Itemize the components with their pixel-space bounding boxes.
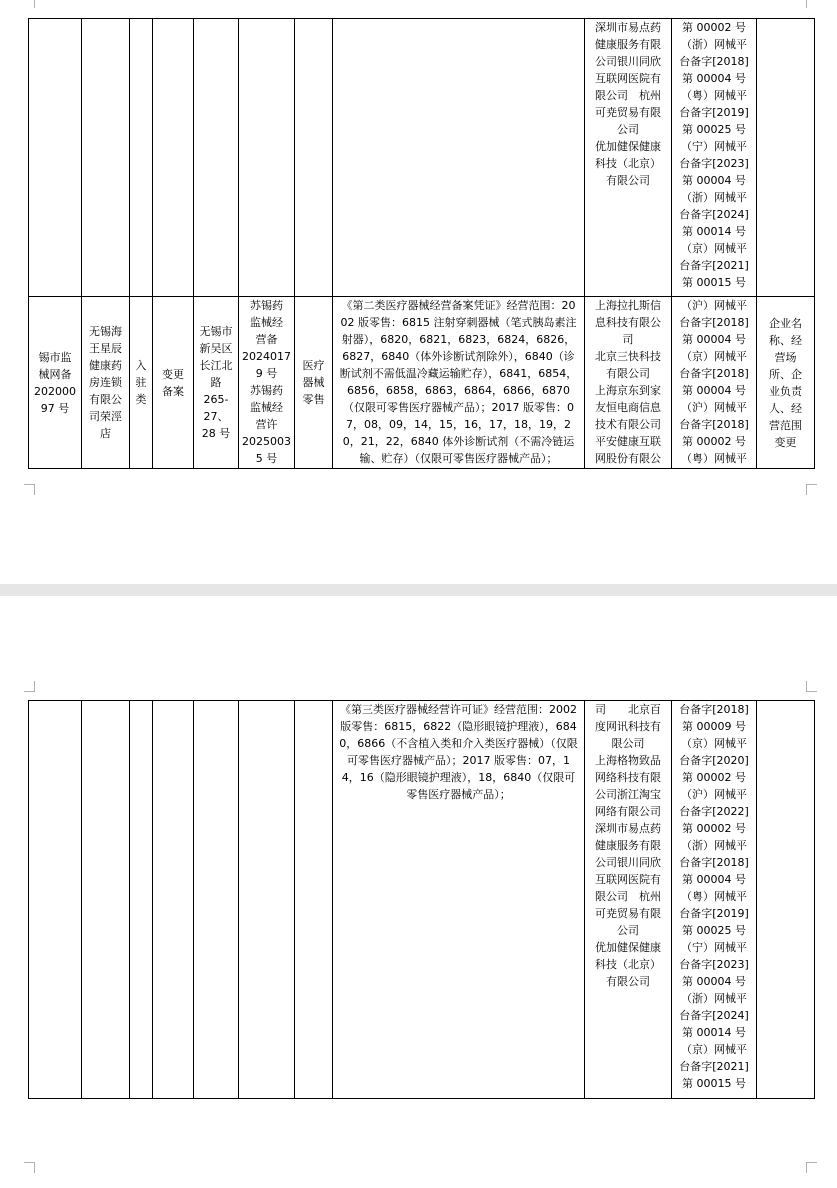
cell-line: 2024017 <box>242 350 291 363</box>
cell-line: 有限公司 <box>606 174 650 187</box>
cell-line: 营场 <box>774 351 797 364</box>
cell-line: 台备字[2023] <box>679 157 749 170</box>
cell-line: 公司 <box>617 924 639 937</box>
platform-record-cell <box>672 19 757 297</box>
license-cell <box>239 19 295 297</box>
cell-line: 台备字[2021] <box>679 259 749 272</box>
cell-line: 可尭贸易有限 <box>595 106 661 119</box>
cell-line: 零售 <box>302 393 325 406</box>
business-cell <box>295 19 333 297</box>
cell-line: 限公司 杭州 <box>595 890 661 903</box>
record-no-cell <box>29 297 82 469</box>
address-cell <box>194 297 239 469</box>
page-corner-mark <box>24 681 35 692</box>
cell-line: 医疗 <box>302 359 325 372</box>
cell-line: 度网讯科技有 <box>595 720 661 733</box>
cell-line: 无锡海 <box>89 325 122 338</box>
cell-line: 台备字[2024] <box>679 208 749 221</box>
business-cell <box>295 297 333 469</box>
cell-line: 限公司 <box>611 737 645 750</box>
cell-line: 苏锡药 <box>250 299 283 312</box>
cell-line: 第 00009 号 <box>682 720 746 733</box>
cell-line: 变更 <box>162 367 184 381</box>
cell-line: 店 <box>100 427 111 440</box>
change-items-cell <box>757 297 815 469</box>
cell-line: 深圳市易点药 <box>595 822 661 835</box>
cell-line: 9 号 <box>255 367 278 380</box>
entry-type-cell <box>130 297 153 469</box>
business-cell <box>295 701 333 1099</box>
cell-line: （浙）网械平 <box>681 839 747 852</box>
license-cell <box>239 701 295 1099</box>
cell-line: 台备字[2020] <box>679 754 749 767</box>
cell-line: 202000 <box>34 384 76 398</box>
cell-line: （沪）网械平 <box>681 299 747 312</box>
cell-line: 2025003 <box>242 435 291 448</box>
cell-line: 器械 <box>302 376 325 389</box>
platform-record-cell <box>672 701 757 1099</box>
cell-line: （浙）网械平 <box>681 992 747 1005</box>
page-corner-mark <box>24 0 35 8</box>
cell-line: （粤）网械平 <box>681 89 747 102</box>
cell-line: 平安健康互联 <box>595 435 661 448</box>
page-corner-mark <box>806 0 817 8</box>
cell-line: 27、 <box>203 410 229 423</box>
change-type-cell <box>153 19 194 297</box>
cell-line: 锡市监 <box>38 350 72 364</box>
cell-line: 第 00025 号 <box>682 123 746 136</box>
cell-line: 第 00004 号 <box>682 975 746 988</box>
page-corner-mark <box>806 484 817 495</box>
cell-line: 网络有限公司 <box>595 805 661 818</box>
cell-line: 营许 <box>255 418 278 431</box>
cell-line: 监械经 <box>250 316 283 329</box>
cell-line: 上海拉扎斯信 <box>595 299 661 312</box>
cell-line: 公司银川同欣 <box>595 55 661 68</box>
cell-line: （京）网械平 <box>681 1043 747 1056</box>
cell-line: 科技（北京） <box>595 958 661 971</box>
platform-operator-cell <box>585 297 672 469</box>
cell-line: 第 00002 号 <box>682 822 746 835</box>
cell-line: 第 00025 号 <box>682 924 746 937</box>
cell-line: 网股份有限公 <box>595 452 661 465</box>
cell-line: 新吴区 <box>199 342 233 355</box>
scope-text: 《第三类医疗器械经营许可证》经营范围：2002 版零售：6815，6822（隐形眼镜护理液），6840，6866（不含植入类和介入类医疗器械）（仅限可零售医疗器械产品）；2017 版零售：07，14，16（隐形眼镜护理液），18，6840（仅限可零售医疗器械产品）； <box>339 703 578 801</box>
cell-line: 营范围 <box>769 419 802 432</box>
company-cell <box>82 701 130 1099</box>
record-no-cell <box>29 19 82 297</box>
platform-operator-cell <box>585 701 672 1099</box>
cell-line: 优加健保健康 <box>595 941 661 954</box>
cell-line: 所、企 <box>769 368 802 381</box>
cell-line: 台备字[2018] <box>679 418 749 431</box>
cell-line: 健康服务有限 <box>595 839 661 852</box>
cell-line: 第 00015 号 <box>682 1077 746 1090</box>
cell-line: 台备字[2021] <box>679 1060 749 1073</box>
cell-line: 业负责 <box>769 385 802 398</box>
cell-line: （沪）网械平 <box>681 401 747 414</box>
cell-line: 台备字[2018] <box>679 856 749 869</box>
scope-cell <box>333 19 585 297</box>
cell-line: 网络科技有限 <box>595 771 661 784</box>
cell-line: 类 <box>135 393 147 406</box>
cell-line: 苏锡药 <box>250 384 283 397</box>
cell-line: 深圳市易点药 <box>595 21 661 34</box>
cell-line: （京）网械平 <box>681 737 747 750</box>
cell-line: 第 00014 号 <box>682 225 746 238</box>
cell-line: 可尭贸易有限 <box>595 907 661 920</box>
cell-line: 公司 <box>617 123 639 136</box>
platform-operator-cell <box>585 19 672 297</box>
record-table-page2 <box>28 700 815 1099</box>
cell-line: 97 号 <box>40 401 70 415</box>
cell-line: （浙）网械平 <box>681 38 747 51</box>
page-corner-mark <box>24 484 35 495</box>
page-gap <box>0 584 837 596</box>
cell-line: 科技（北京） <box>595 157 661 170</box>
record-no-cell <box>29 701 82 1099</box>
page-corner-mark <box>806 681 817 692</box>
page-corner-mark <box>806 1162 817 1173</box>
scope-cell <box>333 297 585 469</box>
cell-line: 无锡市 <box>199 325 233 338</box>
cell-line: 有限公司 <box>606 975 650 988</box>
cell-line: 台备字[2018] <box>679 367 749 380</box>
scope-text: 《第二类医疗器械经营备案凭证》经营范围：2002 版零售：6815 注射穿刺器械（笔式胰岛素注射器），6820，6821，6823，6824，6826，6827，6840（体外诊断试剂除外），6840（诊断试剂不需低温冷藏运输贮存），6841，6854，6856，6858，6863，6864，6866，6870（仅限可零售医疗器械产品）；2017 版零售：07，08，09，14，15，16，17，18，19，20，21，22，6840 体外诊断试剂（不需冷链运输、贮存）（仅限可零售医疗器械产品）； <box>339 299 578 465</box>
cell-line: 互联网医院有 <box>595 72 661 85</box>
cell-line: 有限公 <box>89 393 122 406</box>
cell-line: 第 00004 号 <box>682 174 746 187</box>
license-cell <box>239 297 295 469</box>
cell-line: 有限公司 <box>606 367 650 380</box>
cell-line: 台备字[2018] <box>679 703 749 716</box>
cell-line: 路 <box>210 376 222 389</box>
entry-type-cell <box>130 701 153 1099</box>
cell-line: 上海格物致品 <box>595 754 661 767</box>
cell-line: 企业名 <box>769 317 802 330</box>
cell-line: （京）网械平 <box>681 242 747 255</box>
cell-line: 称、经 <box>769 334 802 347</box>
cell-line: 第 00004 号 <box>682 873 746 886</box>
cell-line: （粤）网械平 <box>681 890 747 903</box>
scope-cell <box>333 701 585 1099</box>
cell-line: 265- <box>203 393 229 406</box>
address-cell <box>194 19 239 297</box>
cell-line: 司 北京百 <box>595 703 661 716</box>
cell-line: 台备字[2024] <box>679 1009 749 1022</box>
cell-line: （粤）网械平 <box>681 452 747 465</box>
page-corner-mark <box>24 1162 35 1173</box>
change-items-cell <box>757 701 815 1099</box>
cell-line: 第 00004 号 <box>682 333 746 346</box>
cell-line: 息科技有限公 <box>595 316 661 329</box>
cell-line: 技术有限公司 <box>595 418 661 431</box>
cell-line: 长江北 <box>199 359 233 372</box>
table-row <box>29 19 815 297</box>
cell-line: 台备字[2019] <box>679 907 749 920</box>
cell-line: 友恒电商信息 <box>595 401 661 414</box>
company-cell <box>82 297 130 469</box>
cell-line: 北京三快科技 <box>595 350 661 363</box>
cell-line: 第 00015 号 <box>682 276 746 289</box>
cell-line: 械网备 <box>38 367 72 381</box>
cell-line: （浙）网械平 <box>681 191 747 204</box>
cell-line: 营备 <box>255 333 278 346</box>
cell-line: 驻 <box>135 376 147 389</box>
change-type-cell <box>153 701 194 1099</box>
cell-line: 28 号 <box>201 427 231 440</box>
cell-line: 司 <box>622 333 634 346</box>
cell-line: 台备字[2023] <box>679 958 749 971</box>
cell-line: 优加健保健康 <box>595 140 661 153</box>
cell-line: 台备字[2019] <box>679 106 749 119</box>
cell-line: 房连锁 <box>89 376 122 389</box>
change-type-cell <box>153 297 194 469</box>
table-row <box>29 701 815 1099</box>
cell-line: 司荣涇 <box>89 410 122 423</box>
cell-line: 第 00002 号 <box>682 435 746 448</box>
platform-record-cell <box>672 297 757 469</box>
cell-line: 健康药 <box>89 359 122 372</box>
cell-line: 第 00002 号 <box>682 771 746 784</box>
cell-line: 人、经 <box>769 402 802 415</box>
cell-line: 台备字[2018] <box>679 316 749 329</box>
entry-type-cell <box>130 19 153 297</box>
cell-line: 公司银川同欣 <box>595 856 661 869</box>
cell-line: 5 号 <box>255 452 278 465</box>
cell-line: （京）网械平 <box>681 350 747 363</box>
address-cell <box>194 701 239 1099</box>
cell-line: 健康服务有限 <box>595 38 661 51</box>
company-cell <box>82 19 130 297</box>
cell-line: 入 <box>135 359 147 372</box>
cell-line: 监械经 <box>250 401 283 414</box>
cell-line: 第 00014 号 <box>682 1026 746 1039</box>
cell-line: 第 00004 号 <box>682 384 746 397</box>
cell-line: 第 00004 号 <box>682 72 746 85</box>
record-table-page1 <box>28 18 815 469</box>
cell-line: 互联网医院有 <box>595 873 661 886</box>
cell-line: 王星辰 <box>89 342 122 355</box>
table-row <box>29 297 815 469</box>
cell-line: 备案 <box>162 384 184 398</box>
cell-line: 变更 <box>774 436 797 449</box>
cell-line: （宁）网械平 <box>681 140 747 153</box>
cell-line: 第 00002 号 <box>682 21 746 34</box>
cell-line: 限公司 杭州 <box>595 89 661 102</box>
cell-line: （沪）网械平 <box>681 788 747 801</box>
cell-line: 公司浙江淘宝 <box>595 788 661 801</box>
cell-line: 台备字[2022] <box>679 805 749 818</box>
change-items-cell <box>757 19 815 297</box>
cell-line: 上海京东到家 <box>595 384 661 397</box>
cell-line: （宁）网械平 <box>681 941 747 954</box>
cell-line: 台备字[2018] <box>679 55 749 68</box>
